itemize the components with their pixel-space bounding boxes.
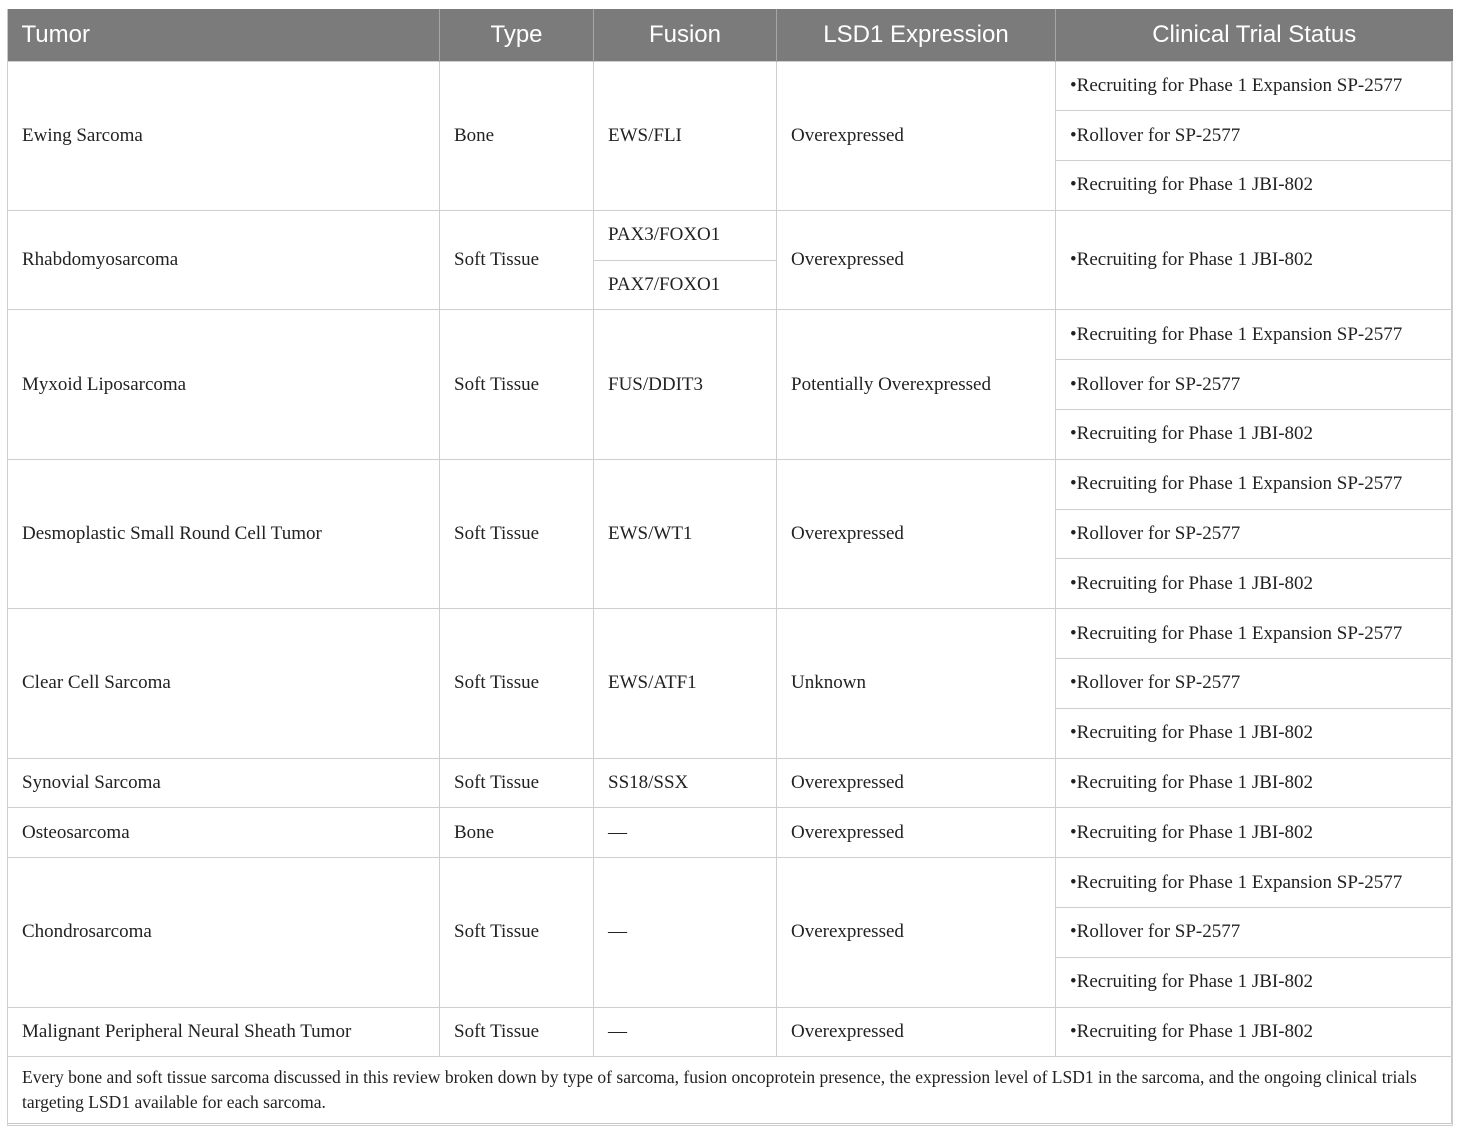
table-row bbox=[8, 758, 1453, 808]
header-clinical-trial-status: Clinical Trial Status bbox=[1056, 9, 1453, 61]
type-cell: Soft Tissue bbox=[440, 310, 594, 459]
fusion-cell: PAX3/FOXO1 bbox=[594, 210, 777, 260]
type-cell: Soft Tissue bbox=[440, 858, 594, 1007]
type-cell: Soft Tissue bbox=[440, 459, 594, 608]
header-fusion: Fusion bbox=[594, 9, 777, 61]
type-cell: Soft Tissue bbox=[440, 210, 594, 310]
header-type: Type bbox=[440, 9, 594, 61]
tumor-cell: Clear Cell Sarcoma bbox=[8, 609, 440, 758]
lsd1-expression-cell: Unknown bbox=[777, 609, 1056, 758]
fusion-cell: FUS/DDIT3 bbox=[594, 310, 777, 459]
fusion-cell: — bbox=[594, 808, 777, 858]
header-row bbox=[8, 9, 1453, 61]
tumor-cell: Osteosarcoma bbox=[8, 808, 440, 858]
sarcoma-table bbox=[7, 9, 1453, 1126]
trial-status-cell: •Recruiting for Phase 1 JBI-802 bbox=[1056, 559, 1453, 609]
table-row bbox=[8, 808, 1453, 858]
trial-status-cell: •Rollover for SP-2577 bbox=[1056, 111, 1453, 161]
caption-row bbox=[8, 1057, 1453, 1126]
fusion-cell: SS18/SSX bbox=[594, 758, 777, 808]
table-row bbox=[8, 61, 1453, 111]
type-cell: Soft Tissue bbox=[440, 758, 594, 808]
header-tumor: Tumor bbox=[8, 9, 440, 61]
lsd1-expression-cell: Overexpressed bbox=[777, 61, 1056, 210]
table-row bbox=[8, 609, 1453, 659]
trial-status-cell: •Recruiting for Phase 1 Expansion SP-2577 bbox=[1056, 858, 1453, 908]
tumor-cell: Malignant Peripheral Neural Sheath Tumor bbox=[8, 1007, 440, 1057]
trial-status-cell: •Rollover for SP-2577 bbox=[1056, 360, 1453, 410]
lsd1-expression-cell: Overexpressed bbox=[777, 210, 1056, 310]
tumor-cell: Chondrosarcoma bbox=[8, 858, 440, 1007]
fusion-cell: — bbox=[594, 858, 777, 1007]
trial-status-cell: •Recruiting for Phase 1 JBI-802 bbox=[1056, 210, 1453, 310]
tumor-cell: Ewing Sarcoma bbox=[8, 61, 440, 210]
lsd1-expression-cell: Overexpressed bbox=[777, 808, 1056, 858]
table-row bbox=[8, 1007, 1453, 1057]
tumor-cell: Desmoplastic Small Round Cell Tumor bbox=[8, 459, 440, 608]
trial-status-cell: •Recruiting for Phase 1 JBI-802 bbox=[1056, 957, 1453, 1007]
trial-status-cell: •Recruiting for Phase 1 JBI-802 bbox=[1056, 808, 1453, 858]
trial-status-cell: •Recruiting for Phase 1 JBI-802 bbox=[1056, 161, 1453, 211]
trial-status-cell: •Recruiting for Phase 1 JBI-802 bbox=[1056, 1007, 1453, 1057]
trial-status-cell: •Rollover for SP-2577 bbox=[1056, 659, 1453, 709]
table-row bbox=[8, 310, 1453, 360]
trial-status-cell: •Recruiting for Phase 1 Expansion SP-2577 bbox=[1056, 609, 1453, 659]
tumor-cell: Rhabdomyosarcoma bbox=[8, 210, 440, 310]
fusion-cell: — bbox=[594, 1007, 777, 1057]
trial-status-cell: •Recruiting for Phase 1 Expansion SP-2577 bbox=[1056, 310, 1453, 360]
header-lsd1-expression: LSD1 Expression bbox=[777, 9, 1056, 61]
table-body bbox=[8, 61, 1453, 1057]
lsd1-expression-cell: Overexpressed bbox=[777, 459, 1056, 608]
type-cell: Bone bbox=[440, 808, 594, 858]
table-row bbox=[8, 210, 1453, 260]
type-cell: Bone bbox=[440, 61, 594, 210]
table-row bbox=[8, 459, 1453, 509]
trial-status-cell: •Recruiting for Phase 1 JBI-802 bbox=[1056, 410, 1453, 460]
table-caption: Every bone and soft tissue sarcoma discussed in this review broken down by type of sarcoma, fusion oncoprotein presence, the expression level of LSD1 in the sarcoma, and the ongoing clinical trials targeting LSD1 available for each sarcoma. bbox=[8, 1057, 1453, 1126]
lsd1-expression-cell: Overexpressed bbox=[777, 1007, 1056, 1057]
tumor-cell: Synovial Sarcoma bbox=[8, 758, 440, 808]
lsd1-expression-cell: Overexpressed bbox=[777, 858, 1056, 1007]
trial-status-cell: •Rollover for SP-2577 bbox=[1056, 509, 1453, 559]
tumor-cell: Myxoid Liposarcoma bbox=[8, 310, 440, 459]
trial-status-cell: •Recruiting for Phase 1 Expansion SP-2577 bbox=[1056, 61, 1453, 111]
type-cell: Soft Tissue bbox=[440, 1007, 594, 1057]
fusion-cell: EWS/WT1 bbox=[594, 459, 777, 608]
trial-status-cell: •Recruiting for Phase 1 Expansion SP-2577 bbox=[1056, 459, 1453, 509]
fusion-cell: EWS/ATF1 bbox=[594, 609, 777, 758]
trial-status-cell: •Rollover for SP-2577 bbox=[1056, 908, 1453, 958]
table-row bbox=[8, 858, 1453, 908]
lsd1-expression-cell: Overexpressed bbox=[777, 758, 1056, 808]
trial-status-cell: •Recruiting for Phase 1 JBI-802 bbox=[1056, 758, 1453, 808]
lsd1-expression-cell: Potentially Overexpressed bbox=[777, 310, 1056, 459]
trial-status-cell: •Recruiting for Phase 1 JBI-802 bbox=[1056, 708, 1453, 758]
type-cell: Soft Tissue bbox=[440, 609, 594, 758]
fusion-cell: EWS/FLI bbox=[594, 61, 777, 210]
fusion-cell: PAX7/FOXO1 bbox=[594, 260, 777, 310]
